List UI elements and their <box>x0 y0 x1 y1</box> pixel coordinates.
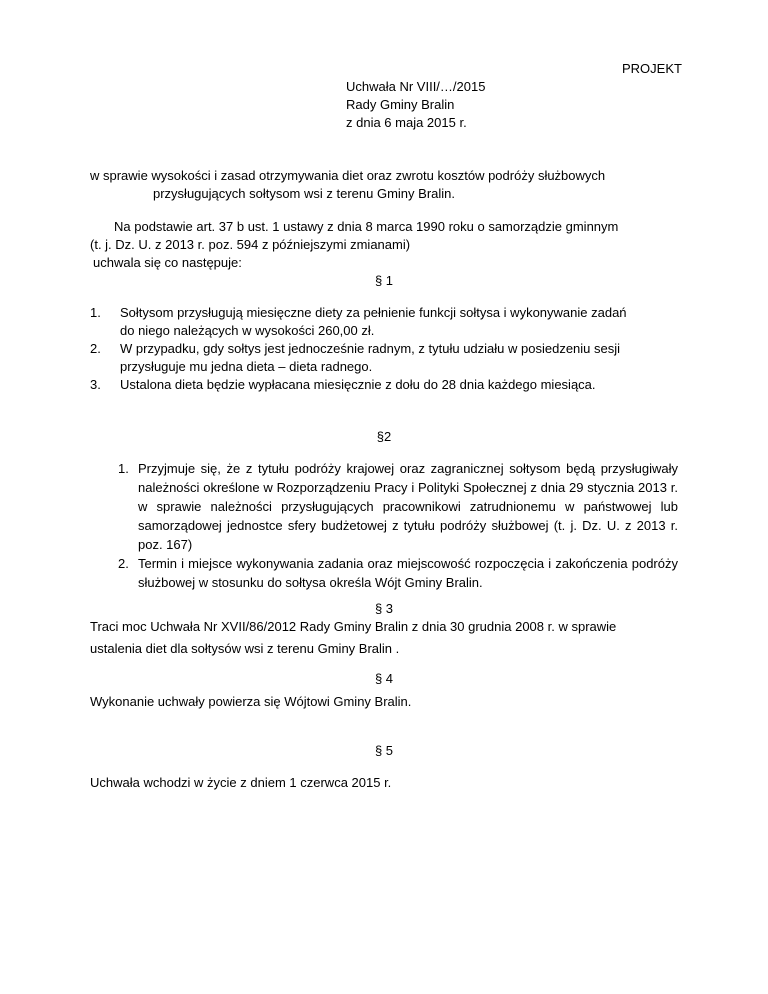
section-4-heading: § 4 <box>374 671 394 686</box>
status-label: PROJEKT <box>622 61 682 76</box>
preamble-line-2: (t. j. Dz. U. z 2013 r. poz. 594 z późniejszymi zmianami) <box>90 237 411 252</box>
section-3-heading: § 3 <box>374 601 394 616</box>
item-text-line-1: Sołtysom przysługują miesięczne diety za pełnienie funkcji sołtysa i wykonywanie zadań <box>120 305 627 320</box>
section-2-heading: §2 <box>376 429 392 444</box>
preamble-line-1: Na podstawie art. 37 b ust. 1 ustawy z dnia 8 marca 1990 roku o samorządzie gminnym <box>114 219 619 234</box>
item-text-line-1: W przypadku, gdy sołtys jest jednocześnie radnym, z tytułu udziału w posiedzeniu sesji <box>120 341 621 356</box>
item-text-line-2: przysługuje mu jedna dieta – dieta radnego. <box>120 359 373 374</box>
subject-line-2: przysługujących sołtysom wsi z terenu Gminy Bralin. <box>153 186 455 201</box>
section-5-text: Uchwała wchodzi w życie z dniem 1 czerwca 2015 r. <box>90 775 392 790</box>
item-text: Przyjmuje się, że z tytułu podróży krajowej oraz zagranicznej sołtysom będą przysługiwały należności określone w Rozporządzeniu Pracy i Polityki Społecznej z dnia 29 stycznia 2013 r. w sprawie należności przysługujących pracownikowi zatrudnionemu w państwowej lub samorządowej jednostce sfery budżetowej z tytułu podróży służbowej (t. j. Dz. U. z 2013 r. poz. 167) <box>138 461 678 552</box>
item-number: 3. <box>90 377 101 392</box>
item-text: Termin i miejsce wykonywania zadania oraz miejscowość rozpoczęcia i zakończenia podróży służbowej w stosunku do sołtysa określa Wójt Gminy Bralin. <box>138 556 678 590</box>
item-number: 2. <box>118 556 129 571</box>
item-number: 2. <box>90 341 101 356</box>
section-3-line-1: Traci moc Uchwała Nr XVII/86/2012 Rady Gminy Bralin z dnia 30 grudnia 2008 r. w sprawie <box>90 619 617 634</box>
subject-line-1: w sprawie wysokości i zasad otrzymywania diet oraz zwrotu kosztów podróży służbowych <box>90 168 606 183</box>
section-4-text: Wykonanie uchwały powierza się Wójtowi Gminy Bralin. <box>90 694 412 709</box>
item-text-line-2: do niego należących w wysokości 260,00 zł. <box>120 323 375 338</box>
section-1-heading: § 1 <box>374 273 394 288</box>
section-3-line-2: ustalenia diet dla sołtysów wsi z terenu Gminy Bralin . <box>90 641 400 656</box>
preamble-line-3: uchwala się co następuje: <box>93 255 242 270</box>
resolution-date: z dnia 6 maja 2015 r. <box>346 115 467 130</box>
item-number: 1. <box>90 305 101 320</box>
section-5-heading: § 5 <box>374 743 394 758</box>
item-text-line-1: Ustalona dieta będzie wypłacana miesięcznie z dołu do 28 dnia każdego miesiąca. <box>120 377 596 392</box>
item-number: 1. <box>118 461 129 476</box>
resolution-title: Uchwała Nr VIII/…/2015 <box>346 79 486 94</box>
council-name: Rady Gminy Bralin <box>346 97 455 112</box>
